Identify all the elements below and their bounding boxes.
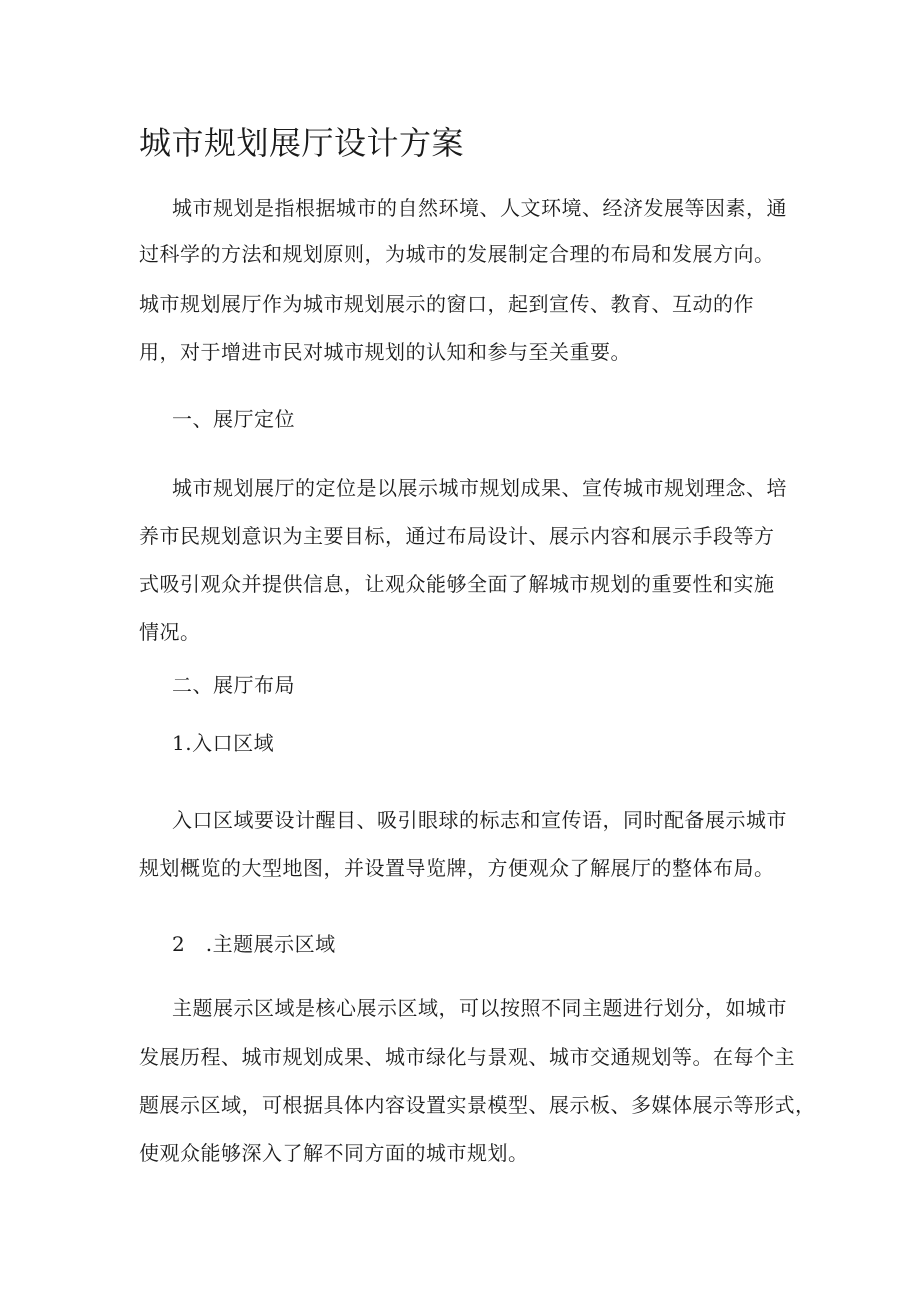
paragraph-line: 城市规划是指根据城市的自然环境、人文环境、经济发展等因素，通 <box>172 196 787 220</box>
paragraph-line: 使观众能够深入了解不同方面的城市规划。 <box>139 1141 529 1165</box>
paragraph-line: 城市规划展厅作为城市规划展示的窗口，起到宣传、教育、互动的作 <box>139 292 754 316</box>
paragraph-line: 题展示区域，可根据具体内容设置实景模型、展示板、多媒体展示等形式， <box>139 1093 816 1117</box>
section-heading: 二、展厅布局 <box>172 673 295 697</box>
document-title: 城市规划展厅设计方案 <box>139 124 465 162</box>
paragraph-line: 式吸引观众并提供信息，让观众能够全面了解城市规划的重要性和实施 <box>139 572 775 596</box>
paragraph-line: 主题展示区域是核心展示区域，可以按照不同主题进行划分，如城市 <box>172 996 787 1020</box>
paragraph-line: 发展历程、城市规划成果、城市绿化与景观、城市交通规划等。在每个主 <box>139 1045 795 1069</box>
subsection-heading: 1.入口区域 <box>172 731 275 755</box>
paragraph-line: 入口区域要设计醒目、吸引眼球的标志和宣传语，同时配备展示城市 <box>172 808 787 832</box>
subsection-heading: 2 .主题展示区域 <box>172 932 336 956</box>
paragraph-line: 规划概览的大型地图，并设置导览牌，方便观众了解展厅的整体布局。 <box>139 856 775 880</box>
paragraph-line: 情况。 <box>139 620 201 644</box>
paragraph-line: 养市民规划意识为主要目标，通过布局设计、展示内容和展示手段等方 <box>139 524 775 548</box>
section-heading: 一、展厅定位 <box>172 407 295 431</box>
paragraph-line: 过科学的方法和规划原则，为城市的发展制定合理的布局和发展方向。 <box>139 242 775 266</box>
paragraph-line: 用，对于增进市民对城市规划的认知和参与至关重要。 <box>139 340 631 364</box>
paragraph-line: 城市规划展厅的定位是以展示城市规划成果、宣传城市规划理念、培 <box>172 476 787 500</box>
